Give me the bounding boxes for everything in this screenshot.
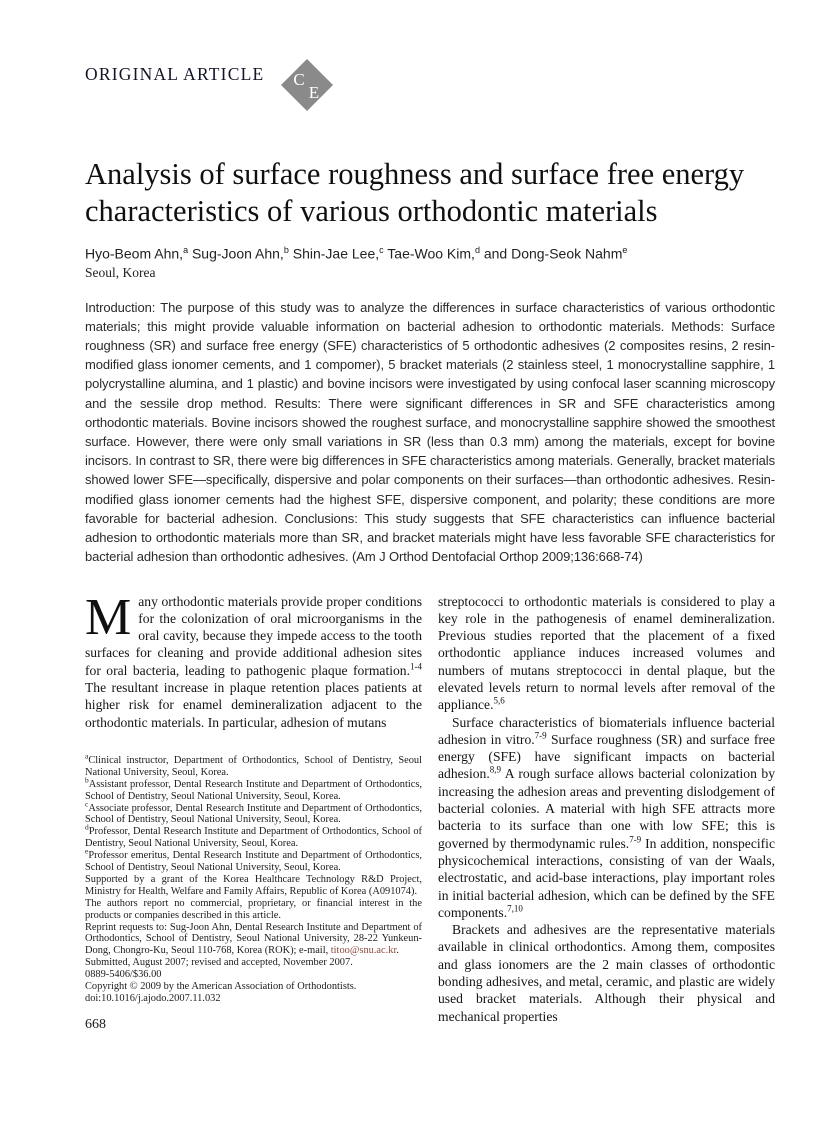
footnote-affiliation-e (85, 846, 422, 874)
body-paragraph (438, 921, 775, 1025)
intro-paragraph (85, 588, 422, 731)
text-segment: Reprint requests to: Sug-Joon Ahn, Dental Research Institute and Department of Orthodontics, School of Dentistry, Seoul National University, 28-22 Yunkeun-Dong, Chongro-Ku, Seoul 110-768, Korea (ROK); e-mail, (85, 921, 422, 957)
article-title: Analysis of surface roughness and surface free energy characteristics of various orthodontic materials (85, 157, 745, 228)
superscript-marker: 7,10 (507, 903, 523, 914)
article-type-label: ORIGINAL ARTICLE (85, 64, 265, 84)
text-segment: any orthodontic materials provide proper conditions for the colonization of oral microorganisms in the oral cavity, because they impede access to the tooth surfaces for cleaning and provide additional adhesion sites for oral bacteria, leading to pathogenic plaque formation. (85, 593, 422, 678)
superscript-marker: a (85, 751, 89, 761)
footnote-affiliation-a (85, 751, 422, 779)
text-segment: Sug-Joon Ahn, (188, 245, 284, 262)
text-segment: Surface characteristics of biomaterials influence bacterial adhesion in vitro. (438, 714, 775, 747)
footnote-doi (85, 993, 422, 1005)
text-segment: Professor, Dental Research Institute and Department of Orthodontics, School of Dentistry, Seoul National University, Seoul, Korea. (85, 826, 422, 850)
text-segment: Supported by a grant of the Korea Healthcare Technology R&D Project, Ministry for Health, Welfare and Family Affairs, Republic of Korea (A091074). (85, 873, 422, 897)
superscript-marker: b (85, 775, 89, 785)
footnote-reprint-requests (85, 922, 422, 958)
text-segment: Brackets and adhesives are the representative materials available in clinical orthodontics. Among them, composites and glass ionomers are the 2 main classes of orthodontic bonding adhesives, and metal, ceramic, and plastic are widely used bracket materials. Although their physical and mechanical properties (438, 922, 775, 1024)
superscript-marker: e (622, 245, 628, 255)
body-columns (85, 588, 776, 1033)
text-segment: The resultant increase in plaque retention places patients at higher risk for enamel demineralization adjacent to the orthodontic materials. In particular, adhesion of mutans (85, 679, 422, 730)
footnote-block (85, 751, 422, 1005)
text-segment: Hyo-Beom Ahn, (85, 245, 184, 262)
superscript-marker: a (183, 245, 189, 255)
superscript-marker: 5,6 (493, 695, 505, 706)
text-segment: Professor emeritus, Dental Research Institute and Department of Orthodontics, School of Dentistry, Seoul National University, Seoul, Korea. (85, 850, 422, 874)
body-paragraph (438, 714, 775, 922)
email-link[interactable]: titoo@snu.ac.kr (330, 945, 397, 957)
text-segment: Clinical instructor, Department of Orthodontics, School of Dentistry, Seoul National University, Seoul, Korea. (85, 754, 422, 778)
text-segment: doi:10.1016/j.ajodo.2007.11.032 (85, 993, 221, 1004)
superscript-marker: d (85, 822, 89, 832)
footnote-funding (85, 874, 422, 898)
ce-logo (278, 56, 336, 119)
article-header (85, 56, 775, 120)
body-paragraph (438, 593, 775, 714)
location-line: Seoul, Korea (85, 264, 156, 280)
superscript-marker: d (474, 245, 480, 255)
footnote-issn-price (85, 969, 422, 981)
text-segment: Tae-Woo Kim, (383, 245, 475, 262)
text-segment: Assistant professor, Dental Research Institute and Department of Orthodontics, School of Dentistry, Seoul National University, Seoul, Korea. (85, 778, 422, 802)
column-left (85, 588, 422, 1033)
superscript-marker: c (85, 799, 89, 809)
superscript-marker: 7-9 (534, 730, 547, 741)
page-number: 668 (85, 1016, 106, 1032)
text-segment: Surface roughness (SR) and surface free energy (SFE) have significant impacts on bacterial adhesion. (438, 731, 776, 782)
text-segment: . (396, 945, 399, 957)
footnote-submission-dates (85, 957, 422, 969)
text-segment: 0889-5406/$36.00 (85, 969, 162, 981)
ce-letter-e: E (309, 83, 320, 102)
superscript-marker: b (283, 245, 289, 255)
footnote-affiliation-b (85, 775, 422, 803)
author-line (85, 245, 775, 262)
text-segment: and Dong-Seok Nahm (479, 245, 623, 262)
footnote-affiliation-d (85, 822, 422, 850)
superscript-marker: e (85, 846, 89, 856)
text-segment: Copyright © 2009 by the American Association of Orthodontists. (85, 981, 357, 993)
text-segment: Shin-Jae Lee, (288, 245, 380, 262)
ce-diamond-icon (278, 56, 336, 114)
superscript-marker: 7-9 (629, 834, 642, 845)
footnote-disclosure (85, 898, 422, 922)
text-segment: In addition, nonspecific physicochemical interactions, consisting of van der Waals, electrostatic, and acid-base interactions, play important roles in initial bacterial adhesion, which can be defined by the SFE components. (438, 835, 775, 920)
text-segment: Submitted, August 2007; revised and accepted, November 2007. (85, 957, 353, 969)
text-segment: A rough surface allows bacterial colonization by increasing the adhesion areas and preventing dislodgement of bacterial colonies. A material with high SFE attracts more bacteria to its surface than one with low SFE; this is governed by thermodynamic rules. (438, 766, 775, 851)
column-right (438, 593, 775, 1033)
superscript-marker: 1-4 (410, 661, 422, 672)
dropcap: M (85, 588, 132, 646)
footnote-copyright (85, 981, 422, 993)
abstract: Introduction: The purpose of this study was to analyze the differences in surface characteristics of various orthodontic materials; this might provide valuable information on bacterial adhesion to orthodontic materials. Methods: Surface roughness (SR) and surface free energy (SFE) characteristics of 5 orthodontic adhesives (2 composites resins, 2 resin-modified glass ionomer cements, and 1 compomer), 5 bracket materials (2 stainless steel, 1 monocrystalline sapphire, 1 polycrystalline alumina, and 1 plastic) and bovine incisors were investigated by using confocal laser scanning microscopy and the sessile drop method. Results: There were significant differences in SR and SFE characteristics among orthodontic materials. Bovine incisors showed the roughest surface, and monocrystalline sapphire showed the smoothest surface. However, there were only small variations in SR (less than 0.3 mm) among the materials, except for bovine incisors. In contrast to SR, there were big differences in SFE characteristics among materials. Generally, bracket materials showed lower SFE—specifically, dispersive and polar components on their surfaces—than orthodontic adhesives. Resin-modified glass ionomer cements had the highest SFE, dispersive component, and polarity; these conditions are more favorable for bacterial adhesion. Conclusions: This study suggests that SFE characteristics can influence bacterial adhesion to orthodontic materials more than SR, and bracket materials might have less favorable SFE characteristics for bacterial adhesion than orthodontic adhesives. (Am J Orthod Dentofacial Orthop 2009;136:668-74) (85, 299, 775, 565)
superscript-marker: c (379, 245, 384, 255)
ce-letter-c: C (293, 70, 306, 89)
footnote-affiliation-c (85, 799, 422, 827)
text-segment: streptococci to orthodontic materials is considered to play a key role in the pathogenesis of enamel demineralization. Previous studies reported that the placement of a fixed orthodontic appliance induces increased volumes and numbers of mutans streptococci in dental plaque, but the elevated levels return to normal levels after removal of the appliance. (438, 593, 775, 713)
text-segment: Associate professor, Dental Research Institute and Department of Orthodontics, School of Dentistry, Seoul National University, Seoul, Korea. (85, 802, 422, 826)
text-segment: The authors report no commercial, proprietary, or financial interest in the products or companies described in this article. (85, 897, 422, 921)
superscript-marker: 8,9 (489, 764, 501, 775)
